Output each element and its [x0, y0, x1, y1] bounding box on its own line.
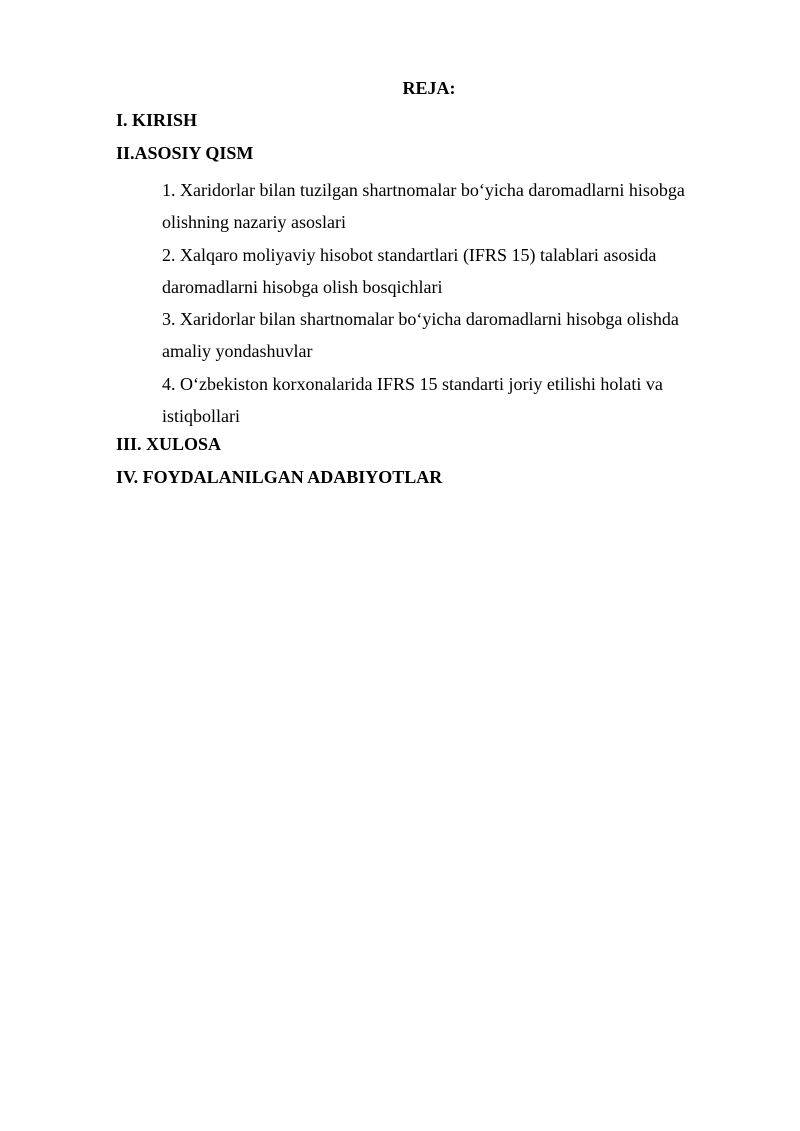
section-heading-conclusion: III. XULOSA	[116, 434, 222, 454]
main-part-subitem-list	[162, 174, 732, 432]
subitem-3: 3. Xaridorlar bilan shartnomalar bo‘yicha daromadlarni hisobga olishda amaliy yondashuvlar	[162, 309, 679, 362]
subitem-2: 2. Xalqaro moliyaviy hisobot standartlari (IFRS 15) talablari asosida daromadlarni hisobga olish bosqichlari	[162, 244, 657, 297]
document-title: REJA:	[402, 78, 456, 98]
section-heading-references: IV. FOYDALANILGAN ADABIYOTLAR	[116, 467, 443, 487]
subitem-1: 1. Xaridorlar bilan tuzilgan shartnomalar bo‘yicha daromadlarni hisobga olishning nazariy asoslari	[162, 180, 685, 233]
section-heading-main-part: II.ASOSIY QISM	[116, 143, 254, 163]
subitem-4: 4. O‘zbekiston korxonalarida IFRS 15 standarti joriy etilishi holati va istiqbollari	[162, 373, 663, 427]
section-heading-introduction: I. KIRISH	[116, 110, 198, 130]
